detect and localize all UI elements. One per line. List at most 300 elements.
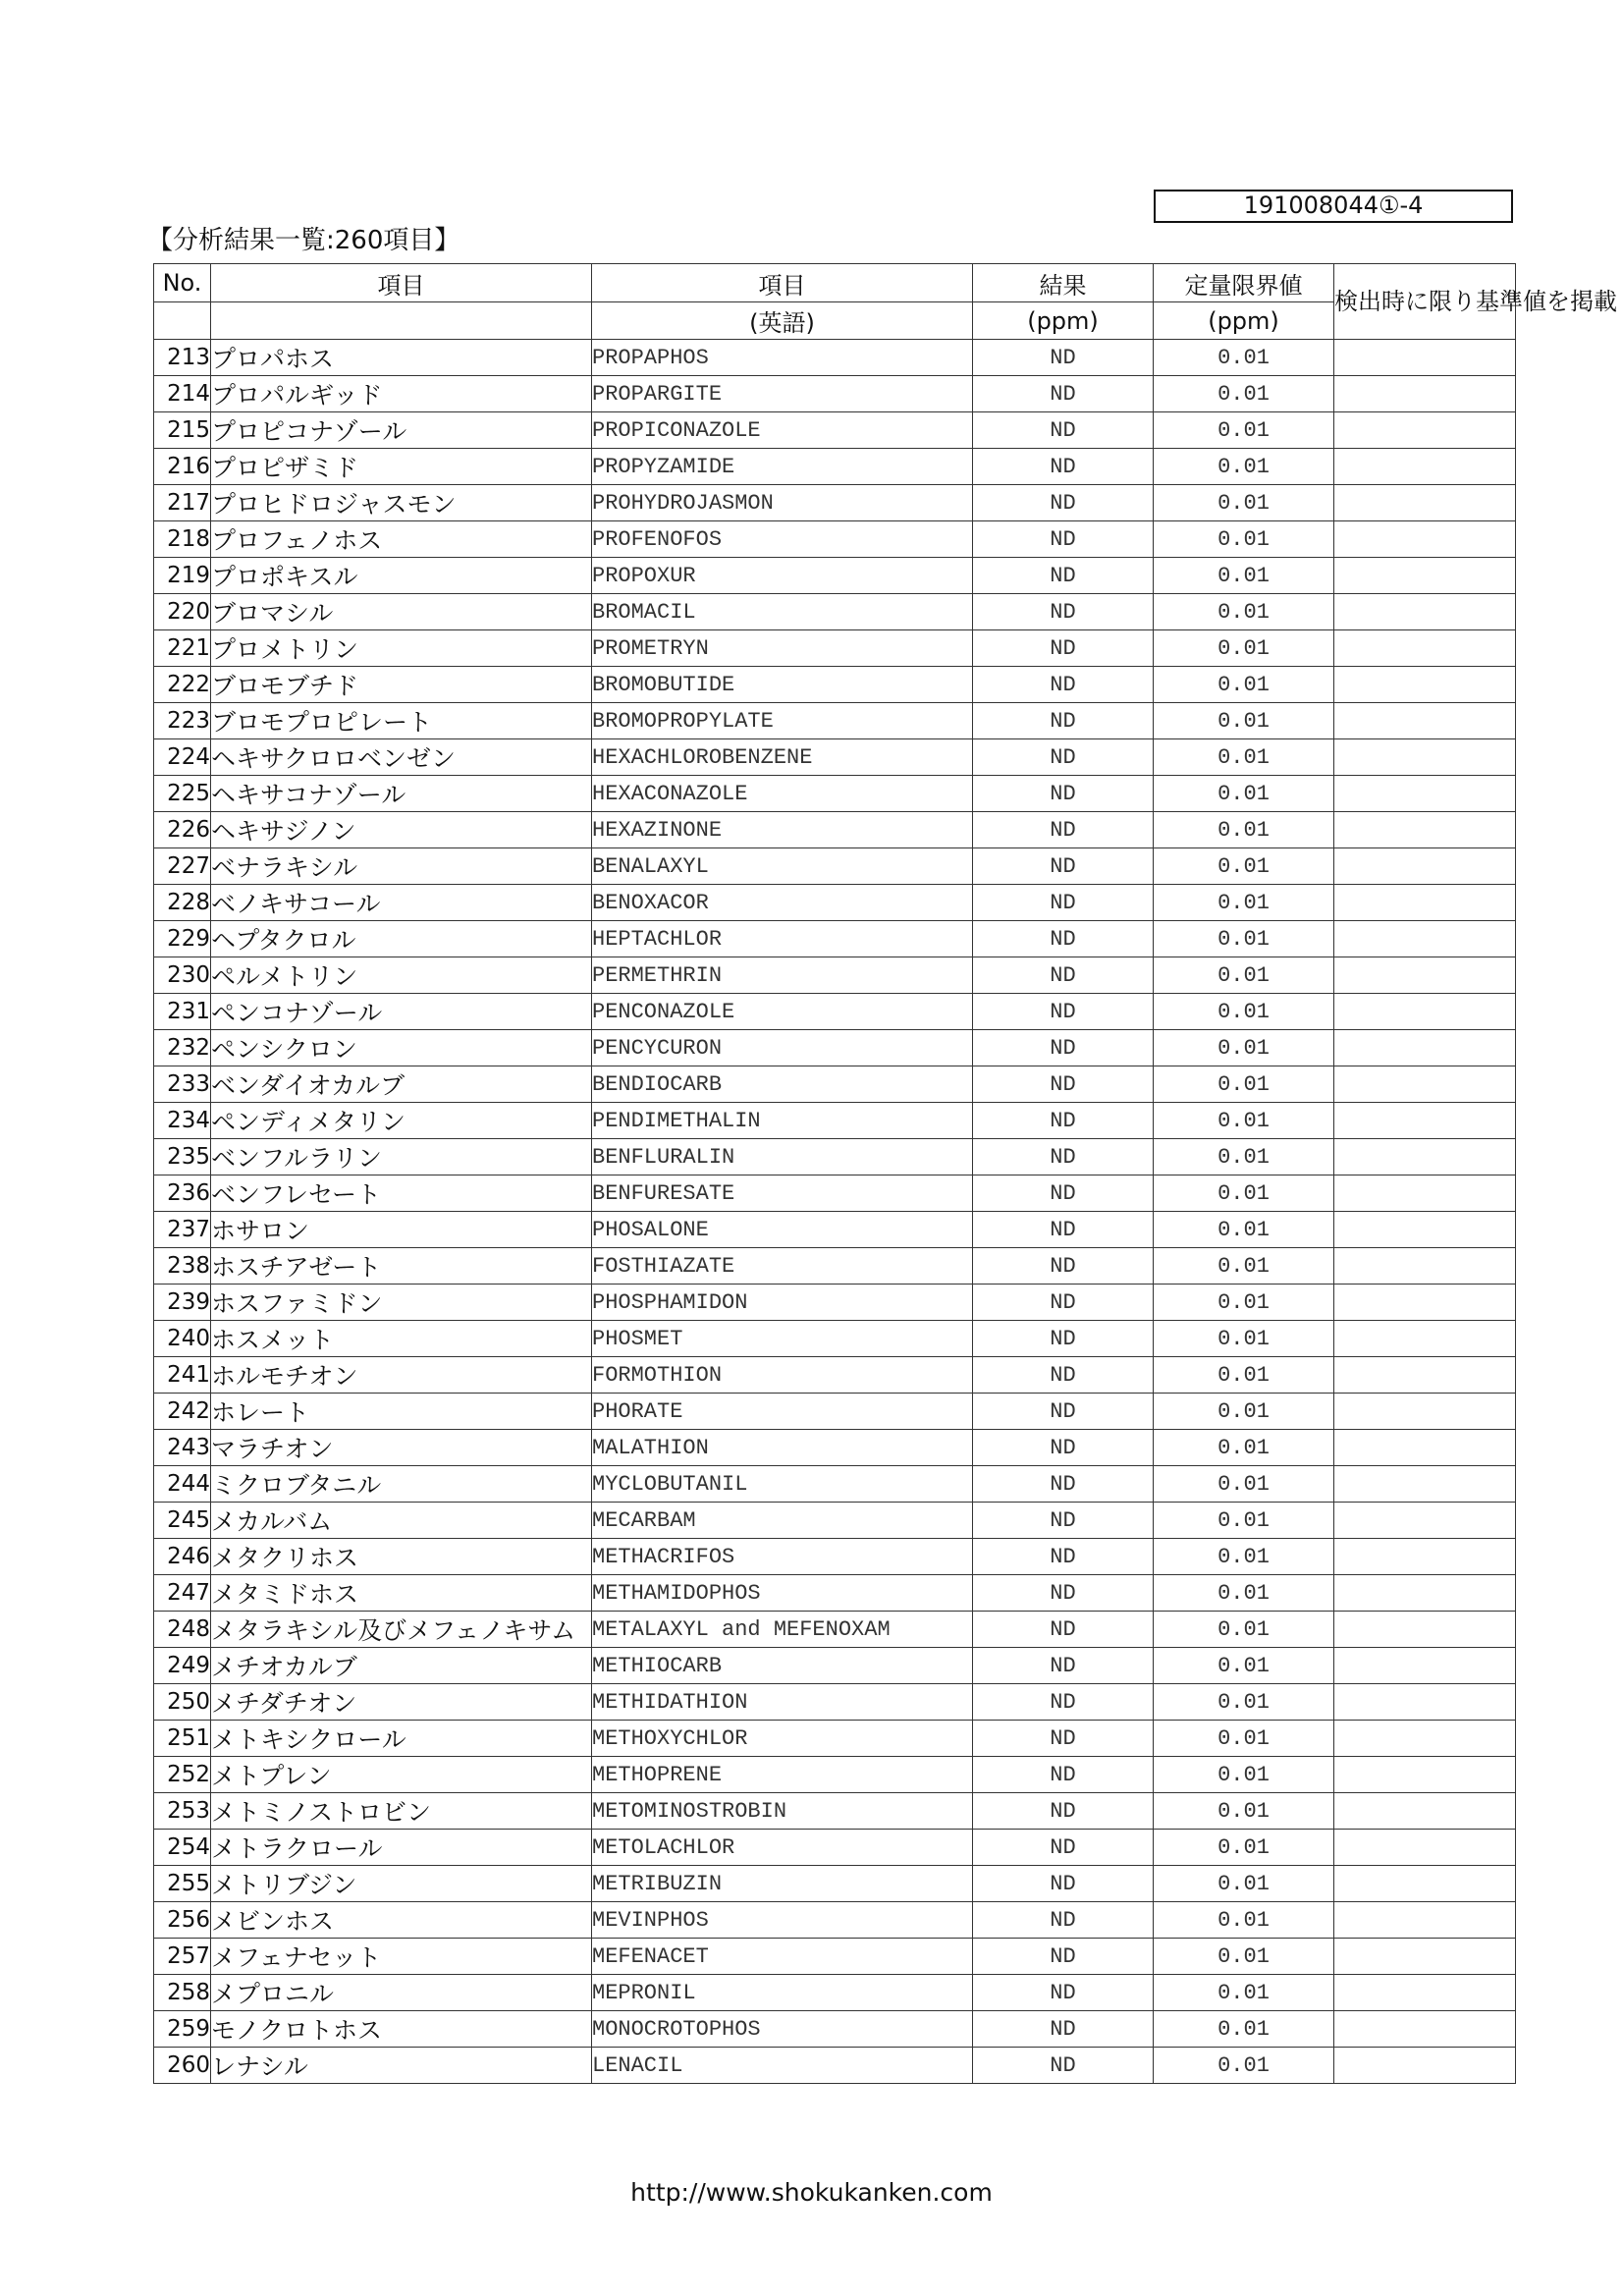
item-name-ja: メトミノストロビン [211, 1793, 592, 1830]
limit-value: 0.01 [1154, 2048, 1334, 2084]
standard-value [1334, 667, 1516, 703]
row-number: 235 [154, 1139, 211, 1175]
row-number: 239 [154, 1285, 211, 1321]
limit-value: 0.01 [1154, 1285, 1334, 1321]
table-row [154, 1939, 1516, 1975]
limit-value: 0.01 [1154, 1430, 1334, 1466]
item-name-ja: ヘプタクロル [211, 921, 592, 957]
result-value: ND [973, 1212, 1154, 1248]
limit-value: 0.01 [1154, 1939, 1334, 1975]
item-name-en: PHORATE [592, 1394, 973, 1430]
item-name-en: PROPAPHOS [592, 340, 973, 376]
item-name-en: MEPRONIL [592, 1975, 973, 2011]
table-row [154, 1248, 1516, 1285]
header-item-ja-sub [211, 302, 592, 340]
row-number: 242 [154, 1394, 211, 1430]
limit-value: 0.01 [1154, 921, 1334, 957]
item-name-ja: メカルバム [211, 1503, 592, 1539]
standard-value [1334, 2048, 1516, 2084]
item-name-ja: ホレート [211, 1394, 592, 1430]
result-value: ND [973, 1757, 1154, 1793]
table-row [154, 1612, 1516, 1648]
result-value: ND [973, 1612, 1154, 1648]
item-name-en: BENOXACOR [592, 885, 973, 921]
result-value: ND [973, 1721, 1154, 1757]
result-value: ND [973, 776, 1154, 812]
limit-value: 0.01 [1154, 1648, 1334, 1684]
item-name-ja: メトラクロール [211, 1830, 592, 1866]
item-name-en: PROFENOFOS [592, 521, 973, 558]
standard-value [1334, 1103, 1516, 1139]
result-value: ND [973, 1321, 1154, 1357]
result-value: ND [973, 812, 1154, 848]
header-result-unit: (ppm) [973, 302, 1154, 340]
table-row [154, 957, 1516, 994]
item-name-en: MONOCROTOPHOS [592, 2011, 973, 2048]
item-name-ja: ヘキサクロロベンゼン [211, 739, 592, 776]
result-value: ND [973, 1575, 1154, 1612]
table-row [154, 1539, 1516, 1575]
result-value: ND [973, 1902, 1154, 1939]
standard-value [1334, 994, 1516, 1030]
item-name-en: PHOSMET [592, 1321, 973, 1357]
table-row [154, 776, 1516, 812]
item-name-ja: マラチオン [211, 1430, 592, 1466]
result-value: ND [973, 340, 1154, 376]
item-name-en: LENACIL [592, 2048, 973, 2084]
result-value: ND [973, 558, 1154, 594]
table-row [154, 521, 1516, 558]
limit-value: 0.01 [1154, 521, 1334, 558]
table-row [154, 1357, 1516, 1394]
standard-value [1334, 1430, 1516, 1466]
table-row [154, 1212, 1516, 1248]
limit-value: 0.01 [1154, 885, 1334, 921]
limit-value: 0.01 [1154, 340, 1334, 376]
limit-value: 0.01 [1154, 630, 1334, 667]
result-value: ND [973, 1139, 1154, 1175]
row-number: 214 [154, 376, 211, 412]
standard-value [1334, 776, 1516, 812]
standard-value [1334, 485, 1516, 521]
standard-value [1334, 594, 1516, 630]
row-number: 238 [154, 1248, 211, 1285]
row-number: 229 [154, 921, 211, 957]
result-value: ND [973, 921, 1154, 957]
table-row [154, 812, 1516, 848]
document-id: 191008044①-4 [1154, 190, 1513, 223]
item-name-ja: メビンホス [211, 1902, 592, 1939]
table-row [154, 994, 1516, 1030]
item-name-en: BROMACIL [592, 594, 973, 630]
row-number: 217 [154, 485, 211, 521]
limit-value: 0.01 [1154, 485, 1334, 521]
row-number: 246 [154, 1539, 211, 1575]
item-name-ja: ミクロブタニル [211, 1466, 592, 1503]
item-name-en: METOLACHLOR [592, 1830, 973, 1866]
item-name-en: MECARBAM [592, 1503, 973, 1539]
row-number: 227 [154, 848, 211, 885]
item-name-ja: ホルモチオン [211, 1357, 592, 1394]
standard-value [1334, 812, 1516, 848]
item-name-en: PENCONAZOLE [592, 994, 973, 1030]
standard-value [1334, 1575, 1516, 1612]
row-number: 256 [154, 1902, 211, 1939]
standard-value [1334, 1721, 1516, 1757]
result-value: ND [973, 667, 1154, 703]
standard-value [1334, 1539, 1516, 1575]
item-name-ja: プロピザミド [211, 449, 592, 485]
item-name-en: MALATHION [592, 1430, 973, 1466]
standard-value [1334, 340, 1516, 376]
item-name-ja: ペンコナゾール [211, 994, 592, 1030]
row-number: 257 [154, 1939, 211, 1975]
item-name-en: HEXACHLOROBENZENE [592, 739, 973, 776]
item-name-ja: メチダチオン [211, 1684, 592, 1721]
result-value: ND [973, 376, 1154, 412]
row-number: 252 [154, 1757, 211, 1793]
item-name-en: BENALAXYL [592, 848, 973, 885]
result-value: ND [973, 1539, 1154, 1575]
limit-value: 0.01 [1154, 1466, 1334, 1503]
item-name-ja: ベンフレセート [211, 1175, 592, 1212]
item-name-ja: ヘキサコナゾール [211, 776, 592, 812]
result-value: ND [973, 594, 1154, 630]
item-name-en: METHOXYCHLOR [592, 1721, 973, 1757]
item-name-ja: プロパルギッド [211, 376, 592, 412]
item-name-ja: ベンダイオカルブ [211, 1066, 592, 1103]
limit-value: 0.01 [1154, 1721, 1334, 1757]
limit-value: 0.01 [1154, 1757, 1334, 1793]
result-value: ND [973, 1975, 1154, 2011]
item-name-en: MYCLOBUTANIL [592, 1466, 973, 1503]
limit-value: 0.01 [1154, 1030, 1334, 1066]
item-name-ja: プロメトリン [211, 630, 592, 667]
row-number: 254 [154, 1830, 211, 1866]
header-item-ja: 項目 [211, 264, 592, 302]
standard-value [1334, 1684, 1516, 1721]
header-item-en: 項目 [592, 264, 973, 302]
item-name-ja: プロヒドロジャスモン [211, 485, 592, 521]
item-name-ja: メプロニル [211, 1975, 592, 2011]
item-name-en: PROPICONAZOLE [592, 412, 973, 449]
result-value: ND [973, 1830, 1154, 1866]
item-name-en: METHACRIFOS [592, 1539, 973, 1575]
row-number: 249 [154, 1648, 211, 1684]
header-no-sub [154, 302, 211, 340]
standard-value [1334, 1830, 1516, 1866]
limit-value: 0.01 [1154, 957, 1334, 994]
header-subrow [154, 302, 1516, 340]
header-limit: 定量限界値 [1154, 264, 1334, 302]
item-name-en: HEXACONAZOLE [592, 776, 973, 812]
item-name-en: PROHYDROJASMON [592, 485, 973, 521]
header-limit-unit: (ppm) [1154, 302, 1334, 340]
result-value: ND [973, 1648, 1154, 1684]
limit-value: 0.01 [1154, 558, 1334, 594]
table-row [154, 739, 1516, 776]
table-row [154, 2048, 1516, 2084]
table-row [154, 703, 1516, 739]
item-name-en: PENCYCURON [592, 1030, 973, 1066]
table-row [154, 1975, 1516, 2011]
table-row [154, 1103, 1516, 1139]
result-value: ND [973, 957, 1154, 994]
row-number: 253 [154, 1793, 211, 1830]
item-name-ja: メタラキシル及びメフェノキサム [211, 1612, 592, 1648]
item-name-ja: ベナラキシル [211, 848, 592, 885]
item-name-ja: メチオカルブ [211, 1648, 592, 1684]
table-row [154, 1175, 1516, 1212]
row-number: 247 [154, 1575, 211, 1612]
row-number: 219 [154, 558, 211, 594]
limit-value: 0.01 [1154, 1902, 1334, 1939]
limit-value: 0.01 [1154, 994, 1334, 1030]
result-value: ND [973, 1939, 1154, 1975]
item-name-ja: プロフェノホス [211, 521, 592, 558]
item-name-ja: ブロマシル [211, 594, 592, 630]
result-value: ND [973, 848, 1154, 885]
limit-value: 0.01 [1154, 2011, 1334, 2048]
item-name-en: HEXAZINONE [592, 812, 973, 848]
table-row [154, 1139, 1516, 1175]
limit-value: 0.01 [1154, 776, 1334, 812]
standard-value [1334, 1939, 1516, 1975]
limit-value: 0.01 [1154, 1175, 1334, 1212]
table-row [154, 2011, 1516, 2048]
limit-value: 0.01 [1154, 1503, 1334, 1539]
result-value: ND [973, 2011, 1154, 2048]
standard-value [1334, 921, 1516, 957]
table-body [154, 340, 1516, 2084]
row-number: 241 [154, 1357, 211, 1394]
item-name-ja: ホスチアゼート [211, 1248, 592, 1285]
row-number: 215 [154, 412, 211, 449]
item-name-en: BENDIOCARB [592, 1066, 973, 1103]
item-name-en: PENDIMETHALIN [592, 1103, 973, 1139]
result-value: ND [973, 1175, 1154, 1212]
standard-value [1334, 1975, 1516, 2011]
row-number: 216 [154, 449, 211, 485]
row-number: 260 [154, 2048, 211, 2084]
item-name-ja: プロパホス [211, 340, 592, 376]
table-row [154, 667, 1516, 703]
standard-value [1334, 558, 1516, 594]
row-number: 213 [154, 340, 211, 376]
standard-value [1334, 848, 1516, 885]
result-value: ND [973, 1103, 1154, 1139]
standard-value [1334, 1212, 1516, 1248]
standard-value [1334, 1466, 1516, 1503]
item-name-ja: プロポキスル [211, 558, 592, 594]
result-value: ND [973, 1684, 1154, 1721]
item-name-ja: ブロモプロピレート [211, 703, 592, 739]
item-name-en: BENFLURALIN [592, 1139, 973, 1175]
table-row [154, 1503, 1516, 1539]
result-value: ND [973, 1248, 1154, 1285]
row-number: 222 [154, 667, 211, 703]
row-number: 243 [154, 1430, 211, 1466]
table-row [154, 1066, 1516, 1103]
item-name-en: FORMOTHION [592, 1357, 973, 1394]
result-value: ND [973, 1394, 1154, 1430]
row-number: 232 [154, 1030, 211, 1066]
row-number: 221 [154, 630, 211, 667]
table-row [154, 412, 1516, 449]
limit-value: 0.01 [1154, 812, 1334, 848]
item-name-ja: メフェナセット [211, 1939, 592, 1975]
result-value: ND [973, 739, 1154, 776]
item-name-en: PROMETRYN [592, 630, 973, 667]
header-note: 検出時に限り基準値を掲載 [1334, 264, 1516, 340]
item-name-ja: ホサロン [211, 1212, 592, 1248]
table-row [154, 1466, 1516, 1503]
row-number: 255 [154, 1866, 211, 1902]
item-name-ja: ペンディメタリン [211, 1103, 592, 1139]
standard-value [1334, 1902, 1516, 1939]
standard-value [1334, 2011, 1516, 2048]
row-number: 228 [154, 885, 211, 921]
row-number: 245 [154, 1503, 211, 1539]
table-row [154, 340, 1516, 376]
row-number: 237 [154, 1212, 211, 1248]
standard-value [1334, 739, 1516, 776]
result-value: ND [973, 703, 1154, 739]
standard-value [1334, 957, 1516, 994]
limit-value: 0.01 [1154, 1066, 1334, 1103]
item-name-ja: ペルメトリン [211, 957, 592, 994]
limit-value: 0.01 [1154, 449, 1334, 485]
standard-value [1334, 1175, 1516, 1212]
item-name-en: PROPYZAMIDE [592, 449, 973, 485]
standard-value [1334, 703, 1516, 739]
result-value: ND [973, 885, 1154, 921]
table-row [154, 1430, 1516, 1466]
row-number: 233 [154, 1066, 211, 1103]
result-value: ND [973, 1503, 1154, 1539]
table-row [154, 1285, 1516, 1321]
standard-value [1334, 1866, 1516, 1902]
item-name-ja: レナシル [211, 2048, 592, 2084]
footer-url: http://www.shokukanken.com [630, 2178, 993, 2207]
limit-value: 0.01 [1154, 412, 1334, 449]
result-value: ND [973, 1466, 1154, 1503]
standard-value [1334, 1793, 1516, 1830]
table-row [154, 1902, 1516, 1939]
table-row [154, 558, 1516, 594]
result-value: ND [973, 630, 1154, 667]
item-name-ja: ベノキサコール [211, 885, 592, 921]
limit-value: 0.01 [1154, 1103, 1334, 1139]
row-number: 218 [154, 521, 211, 558]
item-name-ja: モノクロトホス [211, 2011, 592, 2048]
item-name-ja: メタクリホス [211, 1539, 592, 1575]
result-value: ND [973, 485, 1154, 521]
header-result: 結果 [973, 264, 1154, 302]
item-name-en: HEPTACHLOR [592, 921, 973, 957]
result-value: ND [973, 1866, 1154, 1902]
table-row [154, 1030, 1516, 1066]
limit-value: 0.01 [1154, 1575, 1334, 1612]
result-value: ND [973, 449, 1154, 485]
limit-value: 0.01 [1154, 1357, 1334, 1394]
row-number: 230 [154, 957, 211, 994]
row-number: 231 [154, 994, 211, 1030]
standard-value [1334, 1357, 1516, 1394]
standard-value [1334, 1285, 1516, 1321]
item-name-en: PHOSALONE [592, 1212, 973, 1248]
result-value: ND [973, 1430, 1154, 1466]
item-name-ja: ヘキサジノン [211, 812, 592, 848]
standard-value [1334, 1139, 1516, 1175]
row-number: 236 [154, 1175, 211, 1212]
item-name-en: PHOSPHAMIDON [592, 1285, 973, 1321]
item-name-ja: ペンシクロン [211, 1030, 592, 1066]
standard-value [1334, 630, 1516, 667]
standard-value [1334, 412, 1516, 449]
limit-value: 0.01 [1154, 1248, 1334, 1285]
standard-value [1334, 1321, 1516, 1357]
item-name-ja: ブロモブチド [211, 667, 592, 703]
limit-value: 0.01 [1154, 1830, 1334, 1866]
row-number: 251 [154, 1721, 211, 1757]
standard-value [1334, 1030, 1516, 1066]
table-row [154, 485, 1516, 521]
table-row [154, 1394, 1516, 1430]
result-value: ND [973, 994, 1154, 1030]
table-row [154, 1793, 1516, 1830]
results-table [153, 263, 1617, 2084]
table-row [154, 1757, 1516, 1793]
item-name-ja: メトリブジン [211, 1866, 592, 1902]
item-name-ja: メタミドホス [211, 1575, 592, 1612]
result-value: ND [973, 1357, 1154, 1394]
item-name-en: BROMOPROPYLATE [592, 703, 973, 739]
item-name-en: METOMINOSTROBIN [592, 1793, 973, 1830]
item-name-ja: メトプレン [211, 1757, 592, 1793]
result-value: ND [973, 412, 1154, 449]
limit-value: 0.01 [1154, 1866, 1334, 1902]
item-name-en: METHAMIDOPHOS [592, 1575, 973, 1612]
limit-value: 0.01 [1154, 1321, 1334, 1357]
table-row [154, 1866, 1516, 1902]
item-name-en: FOSTHIAZATE [592, 1248, 973, 1285]
row-number: 250 [154, 1684, 211, 1721]
item-name-ja: ホスファミドン [211, 1285, 592, 1321]
standard-value [1334, 521, 1516, 558]
table-row [154, 449, 1516, 485]
row-number: 224 [154, 739, 211, 776]
item-name-ja: ホスメット [211, 1321, 592, 1357]
limit-value: 0.01 [1154, 1612, 1334, 1648]
limit-value: 0.01 [1154, 376, 1334, 412]
standard-value [1334, 449, 1516, 485]
table-row [154, 1575, 1516, 1612]
row-number: 220 [154, 594, 211, 630]
standard-value [1334, 1612, 1516, 1648]
table-row [154, 1830, 1516, 1866]
row-number: 258 [154, 1975, 211, 2011]
item-name-en: BROMOBUTIDE [592, 667, 973, 703]
item-name-en: BENFURESATE [592, 1175, 973, 1212]
row-number: 259 [154, 2011, 211, 2048]
standard-value [1334, 1066, 1516, 1103]
table-row [154, 848, 1516, 885]
table-row [154, 1321, 1516, 1357]
row-number: 248 [154, 1612, 211, 1648]
item-name-en: METALAXYL and MEFENOXAM [592, 1612, 973, 1648]
row-number: 223 [154, 703, 211, 739]
